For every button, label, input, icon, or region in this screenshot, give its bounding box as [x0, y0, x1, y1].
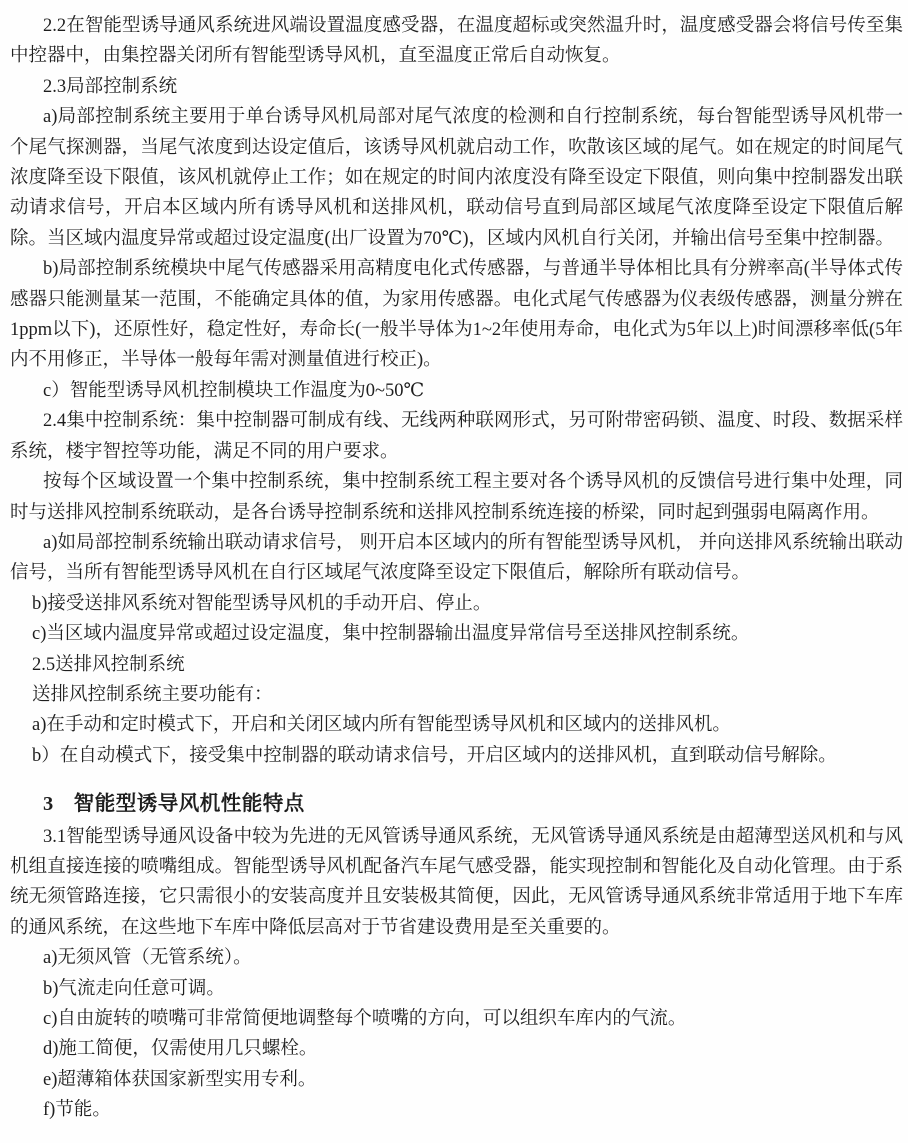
section-title: 智能型诱导风机性能特点 — [73, 793, 305, 816]
section-number: 3 — [43, 793, 54, 816]
paragraph: 2.5送排风控制系统 — [32, 654, 185, 675]
paragraph: a)局部控制系统主要用于单台诱导风机局部对尾气浓度的检测和自行控制系统，每台智能型诱导风机带一个尾气探测器，当尾气浓度到达设定值后，该诱导风机就启动工作，吹散该区域的尾气。如在规定的时间尾气浓度降至设下限值，该风机就停止工作；如在规定的时间内浓度没有降至设定下限值，则向集中控制器发出联动请求信号，开启本区域内所有诱导风机和送排风机，联动信号直到局部区域尾气浓度降至设定下限值后解除。当区域内温度异常或超过设定温度(出厂设置为70℃)，区域内风机自行关闭，并输出信号至集中控制器。 — [10, 107, 903, 249]
paragraph: 3.1智能型诱导通风设备中较为先进的无风管诱导通风系统，无风管诱导通风系统是由超薄型送风机和与风机组直接连接的喷嘴组成。智能型诱导风机配备汽车尾气感受器，能实现控制和智能化及自动化管理。由于系统无须管路连接，它只需很小的安装高度并且安装极其简便，因此，无风管诱导通风系统非常适用于地下车库的通风系统，在这些地下车库中降低层高对于节省建设费用是至关重要的。 — [10, 826, 903, 938]
paragraph: b)接受送排风系统对智能型诱导风机的手动开启、停止。 — [32, 593, 492, 614]
paragraph: d)施工简便，仅需使用几只螺栓。 — [43, 1039, 318, 1060]
paragraph: f)节能。 — [43, 1100, 111, 1121]
paragraph: b）在自动模式下，接受集中控制器的联动请求信号，开启区域内的送排风机，直到联动信号解除。 — [32, 745, 837, 766]
paragraph: 送排风控制系统主要功能有： — [32, 684, 273, 705]
paragraph: 2.3局部控制系统 — [43, 76, 178, 97]
paragraph: e)超薄箱体获国家新型实用专利。 — [43, 1069, 317, 1090]
document-body — [10, 11, 903, 1126]
section-heading — [10, 789, 903, 819]
paragraph: a)在手动和定时模式下，开启和关闭区域内所有智能型诱导风机和区域内的送排风机。 — [32, 715, 731, 736]
paragraph: 2.2在智能型诱导通风系统进风端设置温度感受器，在温度超标或突然温升时，温度感受器会将信号传至集中控器中，由集控器关闭所有智能型诱导风机，直至温度正常后自动恢复。 — [10, 16, 903, 67]
paragraph: b)气流走向任意可调。 — [43, 978, 225, 999]
paragraph: a)无须风管（无管系统）。 — [43, 948, 252, 969]
paragraph: c)自由旋转的喷嘴可非常简便地调整每个喷嘴的方向，可以组织车库内的气流。 — [43, 1009, 687, 1029]
paragraph: 按每个区域设置一个集中控制系统，集中控制系统工程主要对各个诱导风机的反馈信号进行集中处理，同时与送排风控制系统联动，是各台诱导控制系统和送排风控制系统连接的桥梁，同时起到强弱电隔离作用。 — [10, 472, 903, 523]
paragraph: c)当区域内温度异常或超过设定温度，集中控制器输出温度异常信号至送排风控制系统。 — [32, 624, 750, 645]
paragraph: a)如局部控制系统输出联动请求信号， 则开启本区域内的所有智能型诱导风机， 并向送排风系统输出联动信号，当所有智能型诱导风机在自行区域尾气浓度降至设定下限值后，解除所有联动信号。 — [10, 532, 903, 584]
paragraph: b)局部控制系统模块中尾气传感器采用高精度电化式传感器，与普通半导体相比具有分辨率高(半导体式传感器只能测量某一范围，不能确定具体的值，为家用传感器。电化式尾气传感器为仪表级传感器，测量分辨在1ppm以下)，还原性好，稳定性好，寿命长(一般半导体为1~2年使用寿命，电化式为5年以上)时间漂移率低(5年内不用修正，半导体一般每年需对测量值进行校正)。 — [10, 259, 903, 371]
paragraph: c）智能型诱导风机控制模块工作温度为0~50℃ — [43, 380, 425, 401]
paragraph: 2.4集中控制系统：集中控制器可制成有线、无线两种联网形式，另可附带密码锁、温度、时段、数据采样系统，楼宇智控等功能，满足不同的用户要求。 — [10, 411, 903, 462]
